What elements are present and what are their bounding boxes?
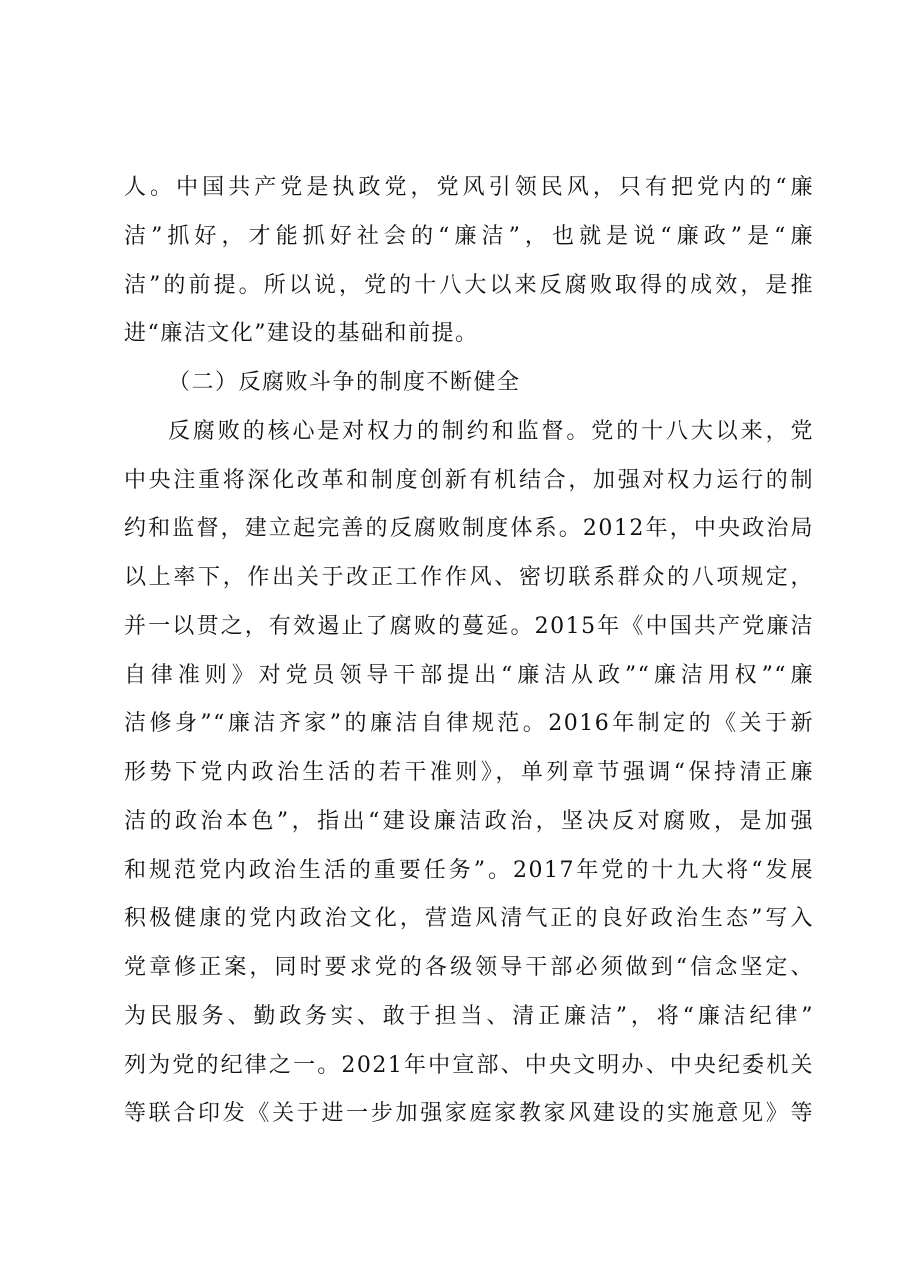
section-heading: （二）反腐败斗争的制度不断健全	[168, 370, 521, 395]
text-line-18: 为民服务、勤政务实、敢于担当、清正廉洁”，将“廉洁纪律”	[124, 1003, 814, 1029]
text-line-6: 反腐败的核心是对权力的制约和监督。党的十八大以来，党	[168, 418, 814, 444]
text-line-12: 洁修身”“廉洁齐家”的廉洁自律规范。2016年制定的《关于新	[124, 711, 814, 737]
text-line-16: 积极健康的党内政治文化，营造风清气正的良好政治生态”写入	[124, 906, 814, 932]
text-line-17: 党章修正案，同时要求党的各级领导干部必须做到“信念坚定、	[124, 955, 814, 980]
text-line-9: 以上率下，作出关于改正工作作风、密切联系群众的八项规定，	[124, 565, 814, 590]
text-line-1: 人。中国共产党是执政党，党风引领民风，只有把党内的“廉	[124, 175, 814, 200]
text-line-4: 进“廉洁文化”建设的基础和前提。	[124, 321, 479, 347]
text-line-19: 列为党的纪律之一。2021年中宣部、中央文明办、中央纪委机关	[124, 1052, 814, 1078]
text-line-2: 洁”抓好，才能抓好社会的“廉洁”，也就是说“廉政”是“廉	[124, 223, 814, 249]
text-line-7: 中央注重将深化改革和制度创新有机结合，加强对权力运行的制	[124, 467, 814, 493]
text-line-13: 形势下党内政治生活的若干准则》，单列章节强调“保持清正廉	[124, 760, 814, 785]
text-line-14: 洁的政治本色”，指出“建设廉洁政治，坚决反对腐败，是加强	[124, 808, 814, 834]
body-text	[124, 164, 814, 1139]
text-line-8: 约和监督，建立起完善的反腐败制度体系。2012年，中央政治局	[124, 516, 814, 542]
text-line-15: 和规范党内政治生活的重要任务”。2017年党的十九大将“发展	[124, 857, 814, 883]
text-line-20: 等联合印发《关于进一步加强家庭家教家风建设的实施意见》等	[124, 1101, 814, 1127]
text-line-3: 洁”的前提。所以说，党的十八大以来反腐败取得的成效，是推	[124, 272, 814, 298]
text-line-10: 并一以贯之，有效遏止了腐败的蔓延。2015年《中国共产党廉洁	[124, 613, 814, 639]
text-line-11: 自律准则》对党员领导干部提出“廉洁从政”“廉洁用权”“廉	[124, 662, 814, 688]
